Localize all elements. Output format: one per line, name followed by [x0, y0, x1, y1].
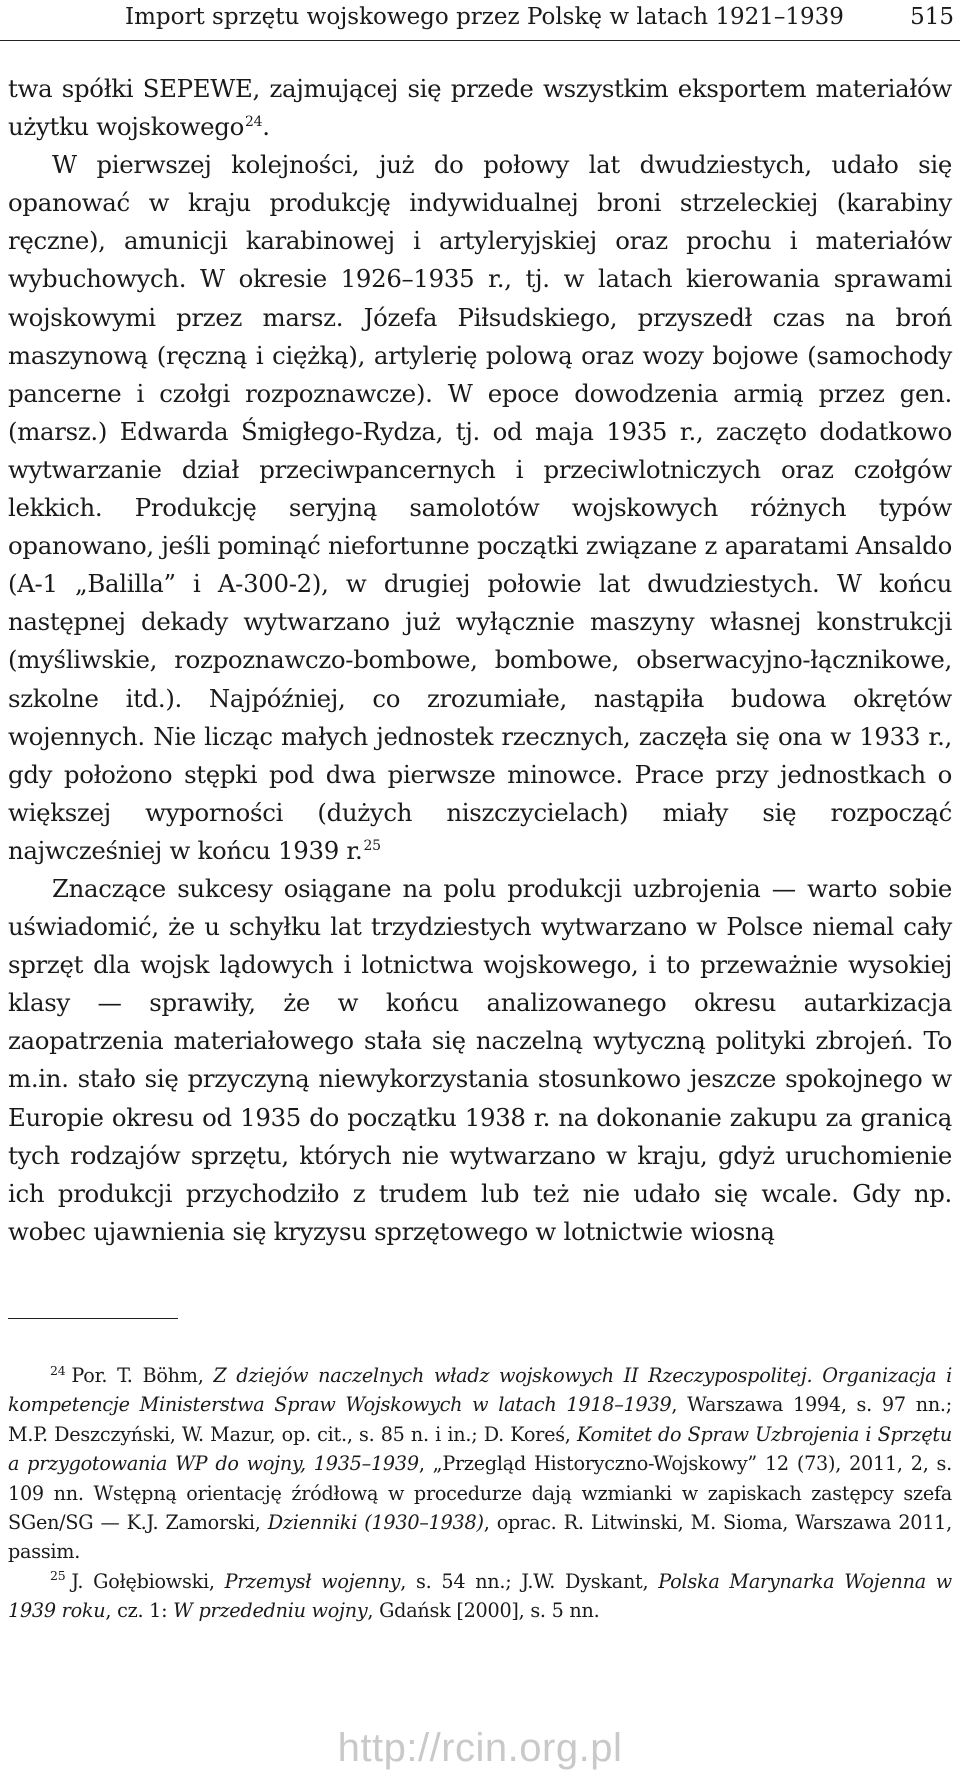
page-number: 515 — [910, 4, 954, 30]
watermark: http://rcin.org.pl — [337, 1726, 623, 1770]
footnote-number: 24 — [50, 1362, 66, 1378]
footnote-24 — [8, 1361, 952, 1567]
footnote-separator — [8, 1318, 178, 1319]
footnote-text: Por. T. Böhm, — [71, 1364, 214, 1387]
footnotes — [8, 1361, 952, 1626]
footnote-25 — [8, 1567, 952, 1626]
footnote-text: , cz. 1: — [105, 1599, 174, 1623]
running-title: Import sprzętu wojskowego przez Polskę w latach 1921–1939 — [125, 4, 844, 30]
footnote-title: Dzienniki (1930–1938) — [267, 1511, 484, 1535]
paragraph-1-text: twa spółki SEPEWE, zajmującej się przede wszystkim eksportem materiałów użytku wojskowego — [8, 74, 952, 142]
footnote-text: , „Przegląd Historyczno-Wojskowy” 12 (73), 2011, 2, s. 109 nn. Wstępną orientację źródłową w procedurze dają wzmianki w zapiskach zastępcy szefa SGen/SG — K.J. Zamorski, — [8, 1452, 952, 1535]
footnote-title: Z dziejów naczelnych władz wojskowych II Rzeczypospolitej. Organizacja i kompetencje Ministerstwa Spraw Wojskowych w latach 1918–1939 — [8, 1364, 952, 1417]
footnote-ref-25[interactable]: 25 — [363, 837, 381, 854]
footnote-ref-24[interactable]: 24 — [245, 113, 263, 130]
footnote-title: Komitet do Spraw Uzbrojenia i Sprzętu a przygotowania WP do wojny, 1935–1939 — [8, 1422, 952, 1476]
footnote-text: , oprac. R. Litwinski, M. Sioma, Warszawa 2011, passim. — [8, 1511, 952, 1564]
paragraph-3 — [8, 870, 952, 1251]
footnote-text: , Gdańsk [2000], s. 5 nn. — [367, 1599, 600, 1623]
paragraph-1-end: . — [262, 112, 270, 142]
paragraph-1 — [8, 70, 952, 146]
footnote-title: Przemysł wojenny — [224, 1569, 401, 1593]
footnote-number: 25 — [50, 1568, 66, 1584]
footnote-text: , Warszawa 1994, s. 97 nn.; M.P. Deszczyński, W. Mazur, op. cit., s. 85 n. i in.; D. Koreś, — [8, 1393, 952, 1446]
paragraph-2-text: W pierwszej kolejności, już do połowy lat dwudziestych, udało się opanować w kraju produkcję indywidualnej broni strzeleckiej (karabiny ręczne), amunicji karabinowej i artyleryjskiej oraz prochu i materiałów wybuchowych. W okresie 1926–1935 r., tj. w latach kierowania sprawami wojskowymi przez marsz. Józefa Piłsudskiego, przyszedł czas na broń maszynową (ręczną i ciężką), artylerię polową oraz wozy bojowe (samochody pancerne i czołgi rozpoznawcze). W epoce dowodzenia armią przez gen. (marsz.) Edwarda Śmigłego-Rydza, tj. od maja 1935 r., zaczęto dodatkowo wytwarzanie dział przeciwpancernych i przeciwlotniczych oraz czołgów lekkich. Produkcję seryjną samolotów wojskowych różnych typów opanowano, jeśli pominąć niefortunne początki związane z aparatami Ansaldo (A-1 „Balilla” i A-300-2), w drugiej połowie lat dwudziestych. W końcu następnej dekady wytwarzano już wyłącznie maszyny własnej konstrukcji (myśliwskie, rozpoznawczo-bombowe, bombowe, obserwacyjno-łącznikowe, szkolne itd.). Najpóźniej, co zrozumiałe, nastąpiła budowa okrętów wojennych. Nie licząc małych jednostek rzecznych, zaczęła się ona w 1933 r., gdy położono stępki pod dwa pierwsze minowce. Prace przy jednostkach o większej wyporności (dużych niszczycielach) miały się rozpocząć najwcześniej w końcu 1939 r. — [8, 150, 952, 865]
footnote-title: W przededniu wojny — [173, 1599, 368, 1623]
footnote-text: , s. 54 nn.; J.W. Dyskant, — [400, 1569, 659, 1593]
main-text — [8, 70, 952, 1251]
paragraph-3-text: Znaczące sukcesy osiągane na polu produkcji uzbrojenia — warto sobie uświadomić, że u schyłku lat trzydziestych wytwarzano w Polsce niemal cały sprzęt dla wojsk lądowych i lotnictwa wojskowego, i to przeważnie wysokiej klasy — sprawiły, że w końcu analizowanego okresu autarkizacja zaopatrzenia materiałowego stała się naczelną wytyczną polityki zbrojeń. To m.in. stało się przyczyną niewykorzystania stosunkowo jeszcze spokojnego w Europie okresu od 1935 do początku 1938 r. na dokonanie zakupu za granicą tych rodzajów sprzętu, których nie wytwarzano w kraju, gdyż uruchomienie ich produkcji przychodziło z trudem lub też nie udało się wcale. Gdy np. wobec ujawnienia się kryzysu sprzętowego w lotnictwie wiosną — [8, 873, 952, 1246]
footnote-text: J. Gołębiowski, — [71, 1569, 225, 1593]
footnote-title: Polska Marynarka Wojenna w 1939 roku — [8, 1569, 952, 1623]
running-header — [0, 2, 960, 41]
paragraph-2 — [8, 146, 952, 870]
